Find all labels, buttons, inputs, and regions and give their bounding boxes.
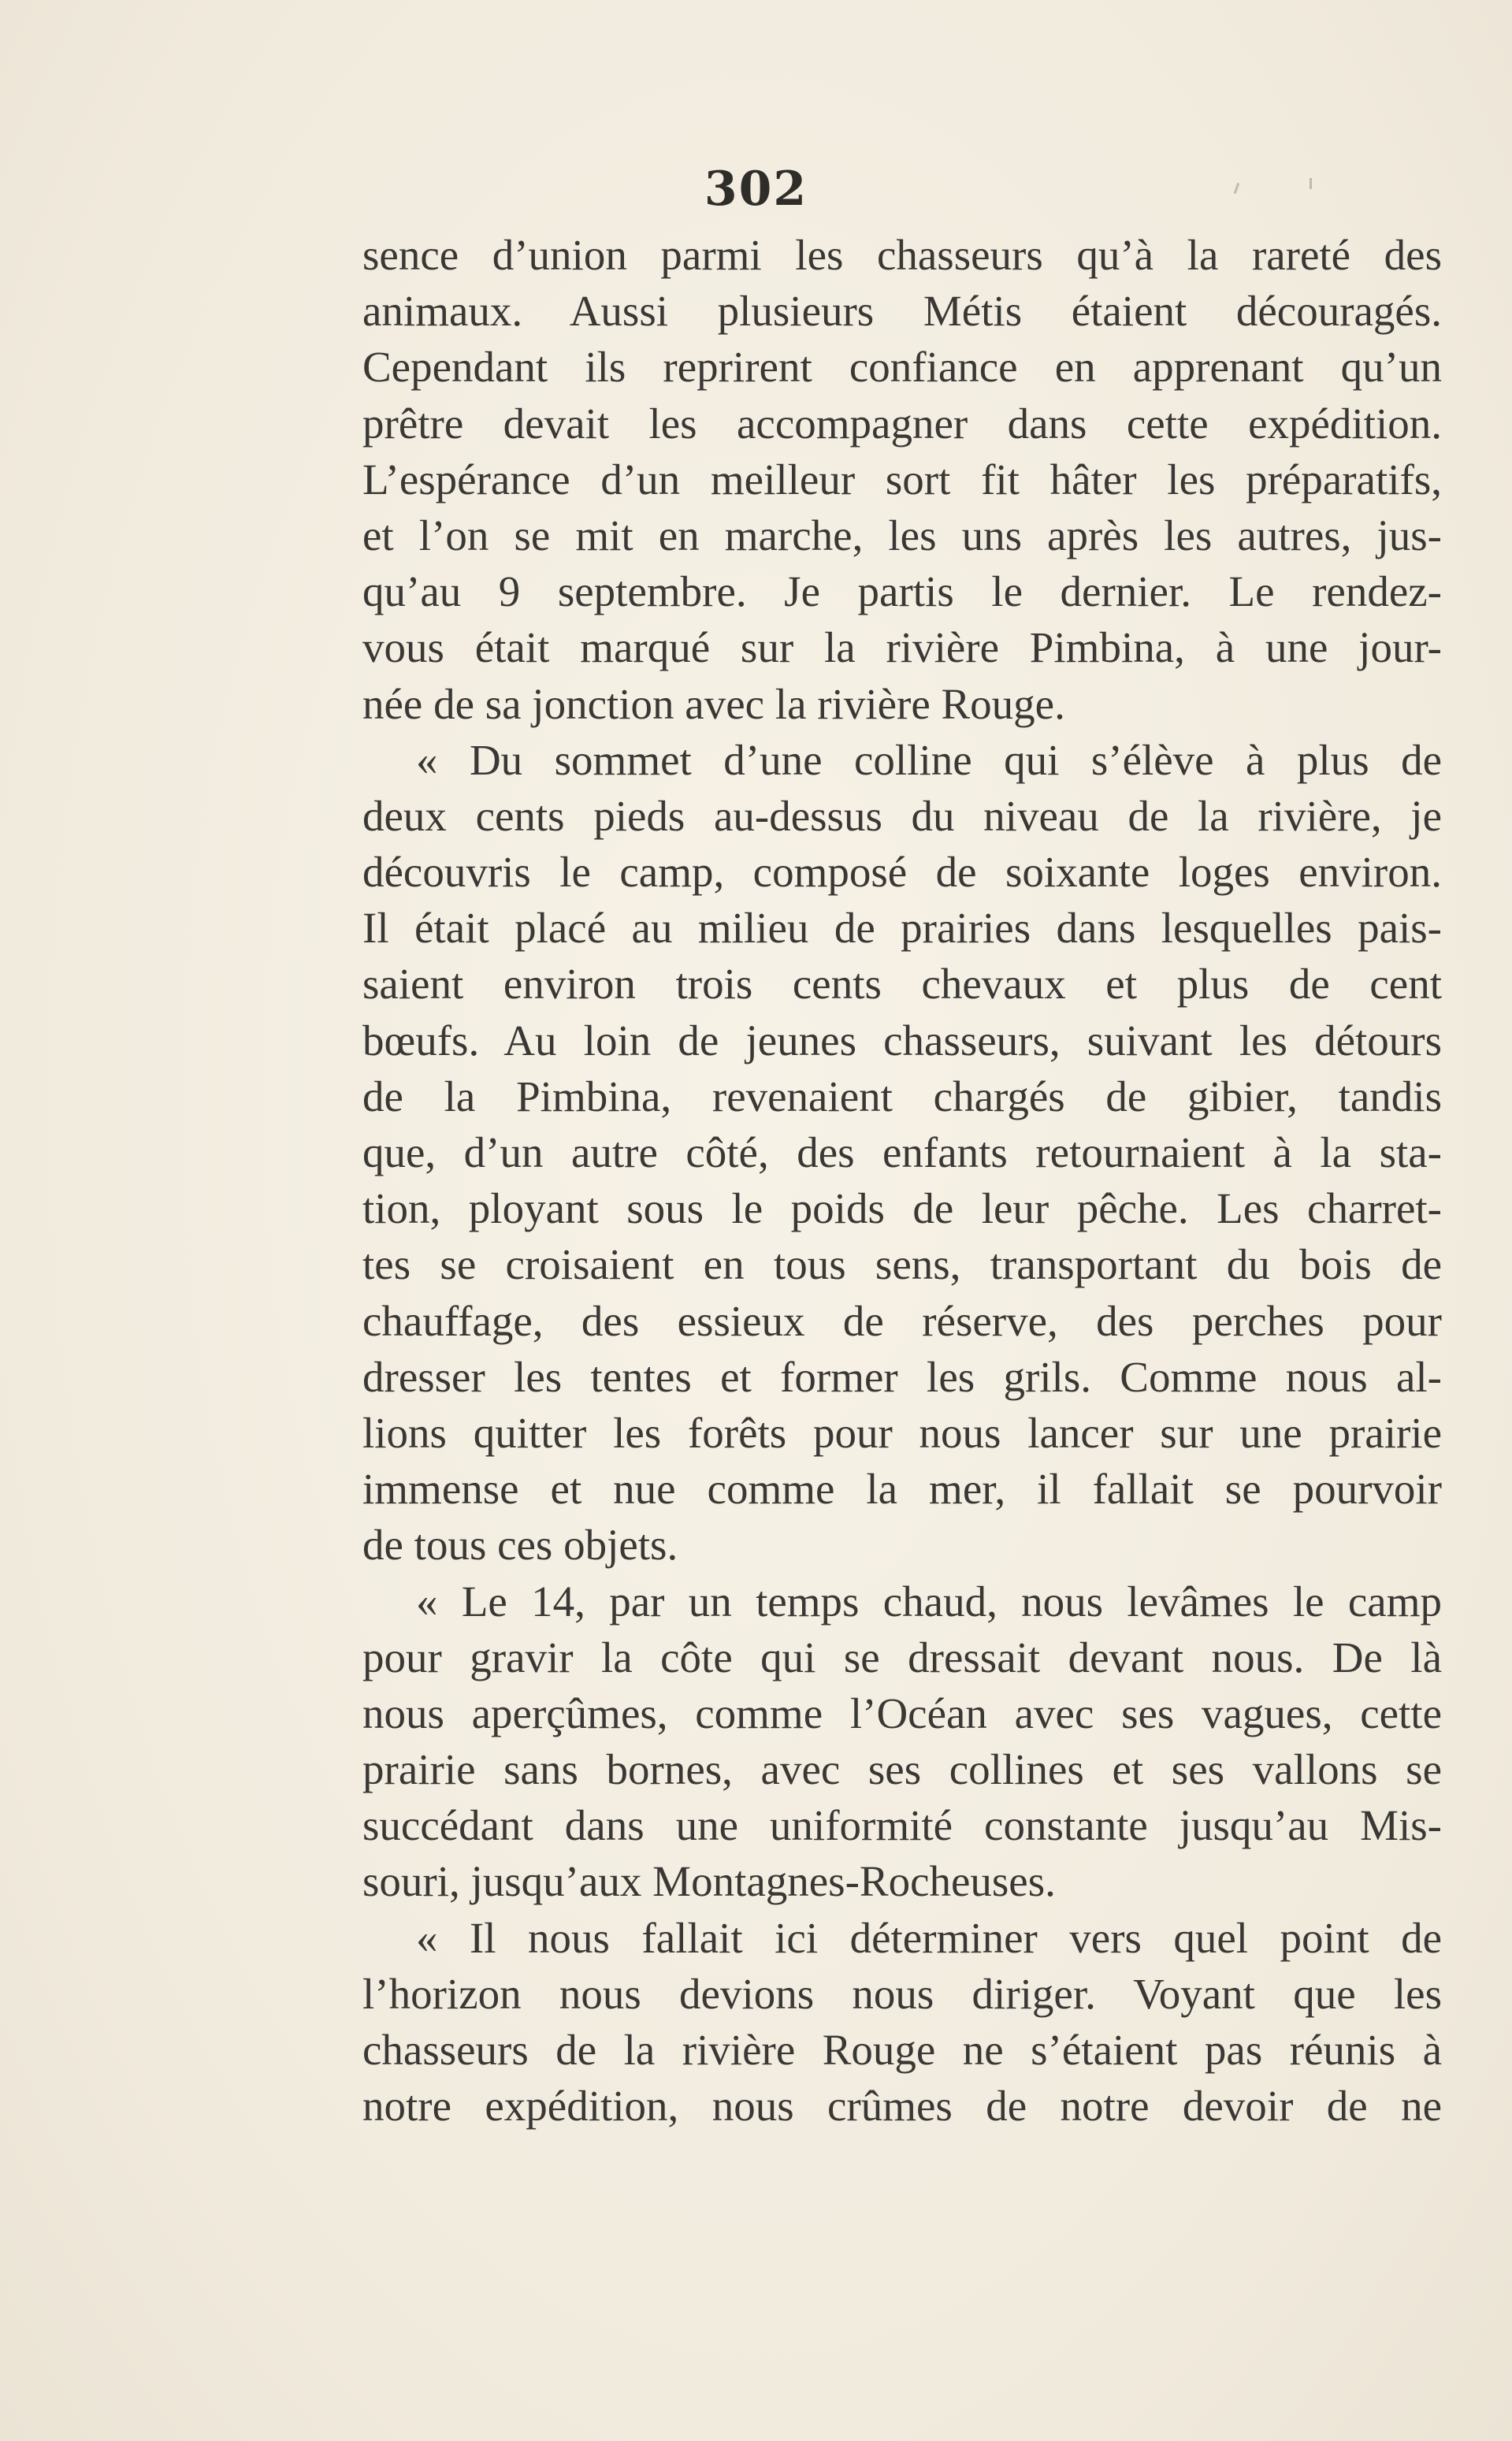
- text-line: découvris le camp, composé de soixante loges environ.: [362, 848, 1442, 897]
- text-line: L’espérance d’un meilleur sort fit hâter les préparatifs,: [362, 455, 1442, 503]
- text-line: et l’on se mit en marche, les uns après les autres, jus-: [362, 511, 1442, 559]
- text-line: deux cents pieds au-dessus du niveau de la rivière, je: [362, 791, 1442, 840]
- text-line: Cependant ils reprirent confiance en apprenant qu’un: [362, 343, 1442, 392]
- text-line: née de sa jonction avec la rivière Rouge.: [362, 679, 1065, 728]
- text-line: Il était placé au milieu de prairies dans lesquelles pais-: [362, 904, 1442, 953]
- text-line: tion, ployant sous le poids de leur pêche. Les charret-: [362, 1184, 1442, 1233]
- text-line: pour gravir la côte qui se dressait devant nous. De là: [362, 1633, 1442, 1681]
- text-line: vous était marqué sur la rivière Pimbina, à une jour-: [362, 623, 1442, 672]
- paper-speck: [1310, 178, 1312, 189]
- text-line: prairie sans bornes, avec ses collines et ses vallons se: [362, 1745, 1442, 1794]
- page-number: 302: [704, 162, 808, 217]
- text-line: tes se croisaient en tous sens, transportant du bois de: [362, 1240, 1442, 1289]
- text-line: chasseurs de la rivière Rouge ne s’étaient pas réunis à: [362, 2026, 1442, 2074]
- text-line: l’horizon nous devions nous diriger. Voyant que les: [362, 1969, 1442, 2018]
- text-line: de tous ces objets.: [362, 1521, 678, 1570]
- text-line: nous aperçûmes, comme l’Océan avec ses vagues, cette: [362, 1689, 1442, 1737]
- text-line: saient environ trois cents chevaux et plus de cent: [362, 960, 1442, 1009]
- text-line: de la Pimbina, revenaient chargés de gibier, tandis: [362, 1072, 1442, 1120]
- text-line: animaux. Aussi plusieurs Métis étaient découragés.: [362, 287, 1442, 336]
- text-line: que, d’un autre côté, des enfants retournaient à la sta-: [362, 1128, 1442, 1176]
- text-line: immense et nue comme la mer, il fallait se pourvoir: [362, 1465, 1442, 1514]
- text-line: qu’au 9 septembre. Je partis le dernier. Le rendez-: [362, 567, 1442, 616]
- paragraph-start-line: « Du sommet d’une colline qui s’élève à plus de: [416, 735, 1442, 784]
- text-line: chauffage, des essieux de réserve, des perches pour: [362, 1296, 1442, 1345]
- text-line: souri, jusqu’aux Montagnes-Rocheuses.: [362, 1857, 1056, 1906]
- text-line: lions quitter les forêts pour nous lancer sur une prairie: [362, 1408, 1442, 1457]
- text-line: succédant dans une uniformité constante jusqu’au Mis-: [362, 1801, 1442, 1850]
- text-line: dresser les tentes et former les grils. Comme nous al-: [362, 1352, 1442, 1401]
- body-text: [362, 227, 1442, 2134]
- text-line: prêtre devait les accompagner dans cette expédition.: [362, 399, 1442, 448]
- text-line: notre expédition, nous crûmes de notre devoir de ne: [362, 2082, 1442, 2131]
- paragraph-start-line: « Il nous fallait ici déterminer vers quel point de: [416, 1913, 1442, 1962]
- text-line: sence d’union parmi les chasseurs qu’à la rareté des: [362, 231, 1442, 279]
- paragraph-start-line: « Le 14, par un temps chaud, nous levâmes le camp: [416, 1577, 1442, 1625]
- text-line: bœufs. Au loin de jeunes chasseurs, suivant les détours: [362, 1016, 1442, 1064]
